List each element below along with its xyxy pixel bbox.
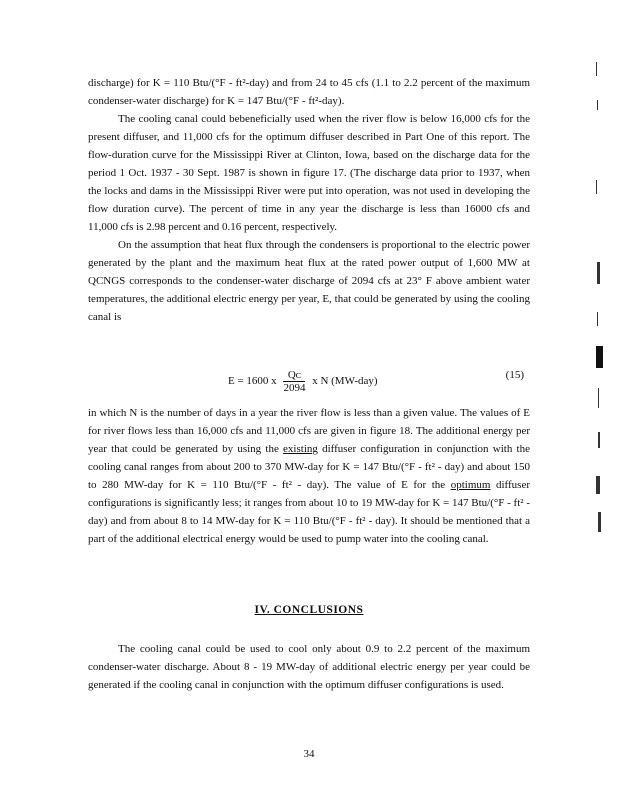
paragraph-assumption: On the assumption that heat flux through the condensers is proportional to the electric power generated by the plant and the maximum heat flux at the rated power output of 1,600 MW at QCNGS corresponds to the condenser-water discharge of 2094 cfs at 23° F above ambient water temperatures, the additional electric energy per year, E, that could be generated by using the cooling canal is <box>88 239 530 323</box>
paragraph-cooling-canal: The cooling canal could bebeneficially used when the river flow is below 16,000 cfs for the present diffuser, and 11,000 cfs for the optimum diffuser described in Part One of this report. The flow-duration curve for the Mississippi River at Clinton, Iowa, based on the discharge data for the period 1 Oct. 1937 - 30 Sept. 1987 is shown in figure 17. (The discharge data prior to 1937, when the locks and dams in the Mississippi River were put into operation, was not used in developing the flow duration curve). The percent of time in any year the discharge is less than 16000 cfs and 11,000 cfs is 2.98 percent and 0.16 percent, respectively. <box>88 113 530 233</box>
section-heading-conclusions: IV. CONCLUSIONS <box>254 604 364 616</box>
paragraph-conclusions: The cooling canal could be used to cool only about 0.9 to 2.2 percent of the maximum condenser-water discharge. About 8 - 19 MW-day of additional electric energy per year could be generated if the cooling canal in conjunction with the optimum diffuser configurations is used. <box>88 643 530 691</box>
scan-artifact-mark <box>597 262 600 284</box>
existing-underlined: existing <box>283 443 318 455</box>
scan-artifact-mark <box>596 180 597 194</box>
paragraph-n-part-c: diffuser configurations is significantly less; it ranges from about 10 to 19 MW-day for K = 147 Btu/(°F - ft² - day) and from about 8 to 14 MW-day for K = 110 Btu/(°F - ft² - day). It should be mentioned that a part of the additional electrical energy would be used to pump water into the cooling canal. <box>88 479 530 545</box>
scan-artifact-mark <box>596 346 603 368</box>
equation-lhs: E = 1600 x <box>228 375 277 388</box>
equation-denominator: 2094 <box>283 382 306 394</box>
scan-artifact-mark <box>598 512 601 532</box>
equation-numerator: Qᴄ <box>283 369 305 382</box>
equation-fraction <box>283 369 305 394</box>
top-text-block <box>88 74 530 326</box>
equation-body <box>228 369 378 394</box>
optimum-underlined: optimum <box>450 479 491 491</box>
paragraph-n-part-b: diffuser configuration in conjunction with the cooling canal ranges from about 200 to 370 MW-day for K = 147 Btu/(°F - ft² - day) and about 150 to 280 MW-day for K = 110 Btu/(°F - ft² - day). The value of E for the <box>88 443 530 491</box>
conclusions-text-block <box>88 640 530 694</box>
page-number: 34 <box>303 748 315 760</box>
paragraph-discharge-cont: discharge) for K = 110 Btu/(°F - ft²-day) and from 24 to 45 cfs (1.1 to 2.2 percent of the maximum condenser-water discharge) for K = 147 Btu/(°F - ft²-day). <box>88 77 530 107</box>
paragraph-n-part-a: in which N is the number of days in a year the river flow is less than a given value. The values of E for river flows less than 16,000 cfs and 11,000 cfs are given in figure 18. The additional energy per year that could be generated by using the <box>88 407 530 455</box>
equation-rhs: x N (MW-day) <box>312 375 378 388</box>
scan-artifact-mark <box>598 432 600 448</box>
scan-artifact-mark <box>598 388 599 408</box>
scan-artifact-mark <box>597 312 598 326</box>
scan-artifact-mark <box>596 476 600 494</box>
paragraph-n-definition <box>88 404 530 548</box>
middle-text-block <box>88 404 530 548</box>
scan-artifact-mark <box>597 100 598 110</box>
equation-number: (15) <box>505 369 524 381</box>
scan-artifact-mark <box>596 62 597 76</box>
equation-15 <box>88 367 530 397</box>
